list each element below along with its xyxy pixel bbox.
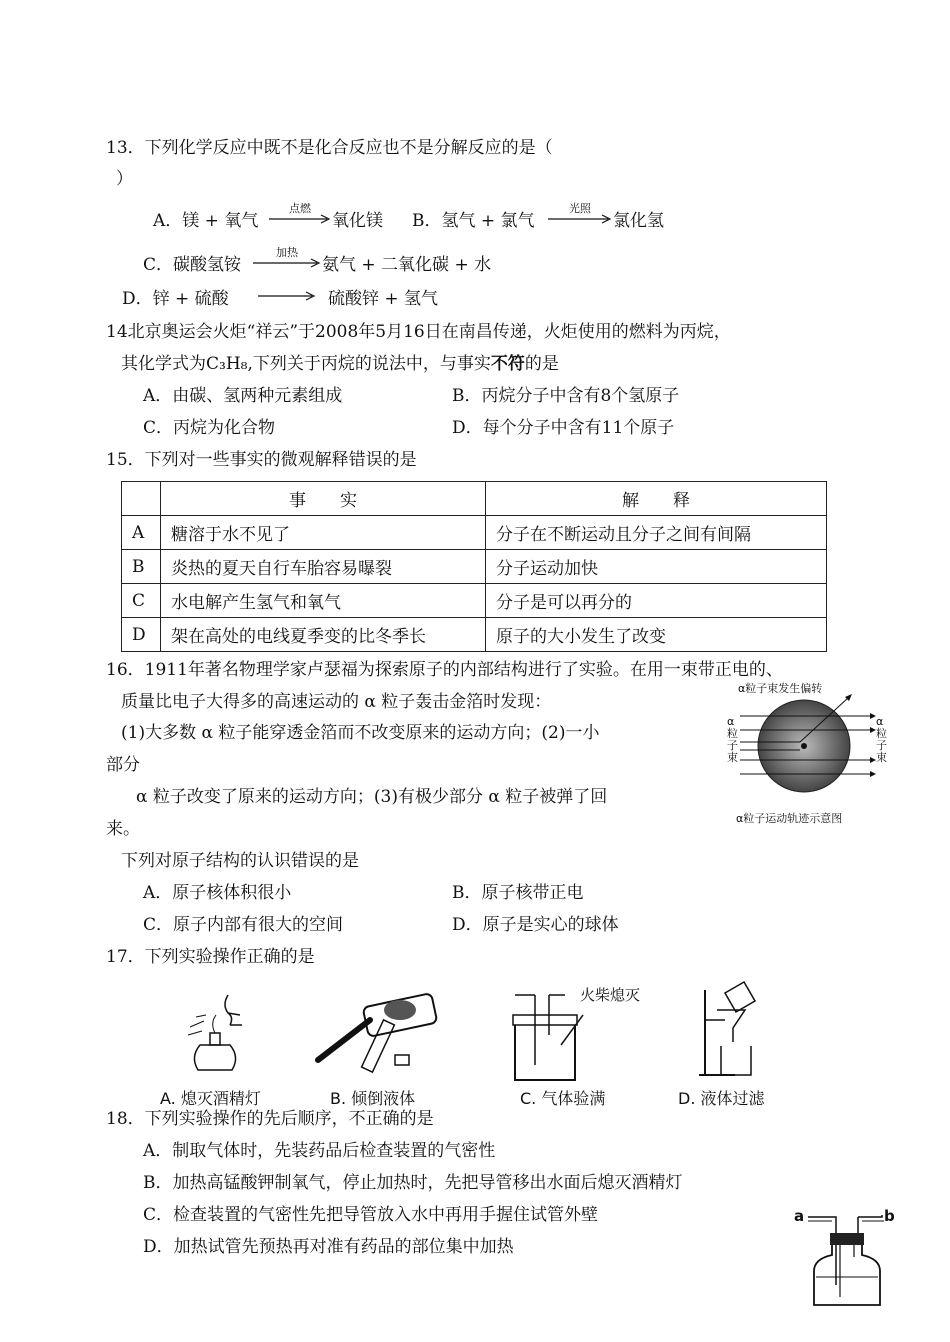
q14-stem-part2: 的是 [524,354,559,374]
atom-diagram-icon [724,680,894,810]
reaction-arrow-icon [269,214,331,224]
table-cell: 分子在不断运动且分子之间有间隔 [486,516,827,550]
q14-option-a: A．由碳、氢两种元素组成 [143,386,343,406]
q13-stem-close: ） [116,169,133,189]
reaction-arrow-icon [253,258,321,268]
pouring-liquid-icon [310,980,450,1080]
alcohol-lamp-icon [170,985,290,1080]
q13-a-arrow [269,204,331,226]
q16-line4: 部分 [106,755,140,775]
q16-line6: 来。 [106,819,140,839]
q13-option-a: A．镁 + 氧气 [153,211,259,231]
table-cell: D [122,618,161,652]
q18-stem: 18．下列实验操作的先后顺序，不正确的是 [106,1109,434,1129]
table-cell: B [122,550,161,584]
q13-option-d: D．锌 + 硫酸 [122,289,229,309]
q18-option-b: B．加热高锰酸钾制氧气，停止加热时，先把导管移出水面后熄灭酒精灯 [143,1173,683,1193]
table-row [122,516,827,550]
q18-option-d: D．加热试管先预热再对准有药品的部位集中加热 [143,1237,514,1257]
q13-a-condition: 点燃 [289,202,311,215]
table-header-cell [122,482,161,516]
figure-top-label: α粒子束发生偏转 [738,682,823,695]
figure-caption: α粒子运动轨迹示意图 [736,812,843,825]
q16-option-a: A．原子核体积很小 [143,883,292,903]
q16-line2: 质量比电子大得多的高速运动的 α 粒子轰击金箔时发现： [121,692,552,712]
q14-stem-part1: 其化学式为C₃H₈,下列关于丙烷的说法中，与事实 [121,354,491,374]
gas-bottle-icon [792,1205,902,1310]
table-header-cell: 解 释 [486,482,827,516]
q13-a-product: 氧化镁 [332,211,383,231]
reaction-arrow-icon [258,291,316,301]
q16-option-c: C．原子内部有很大的空间 [143,915,344,935]
table-cell: C [122,584,161,618]
figure-label-a: a [794,1207,805,1225]
q14-option-d: D．每个分子中含有11个原子 [452,418,675,438]
table-cell: A [122,516,161,550]
q17-figure [160,980,780,1110]
reaction-arrow-icon [548,214,612,224]
q16-line5: α 粒子改变了原来的运动方向；(3)有极少部分 α 粒子被弹了回 [136,787,608,807]
q14-stem-line1: 14北京奥运会火炬“祥云”于2008年5月16日在南昌传递，火炬使用的燃料为丙烷， [106,322,731,342]
q13-option-b: B．氢气 + 氯气 [412,211,535,231]
table-cell: 架在高处的电线夏季变的比冬季长 [161,618,486,652]
table-header-cell: 事 实 [161,482,486,516]
q17-option-d: D. 液体过滤 [678,1089,765,1108]
gas-washing-bottle-figure [792,1205,902,1310]
q13-c-arrow [253,248,321,270]
figure-label-b: b [884,1207,895,1225]
figure-left-label: α粒子束 [727,715,738,764]
table-cell: 分子运动加快 [486,550,827,584]
q13-option-c: C．碳酸氢铵 [143,255,242,275]
q16-option-d: D．原子是实心的球体 [452,915,619,935]
q13-c-product: 氨气 + 二氧化碳 + 水 [322,255,492,275]
q17-c-note: 火柴熄灭 [580,986,641,1004]
q13-stem: 13．下列化学反应中既不是化合反应也不是分解反应的是（ [106,138,553,158]
q15-table [121,481,827,652]
q16-line3: (1)大多数 α 粒子能穿透金箔而不改变原来的运动方向；(2)一小 [121,723,600,743]
q16-line1: 16．1911年著名物理学家卢瑟福为探索原子的内部结构进行了实验。在用一束带正电的、 [106,660,783,680]
q14-stem-line2 [121,353,559,375]
table-row [122,618,827,652]
q17-option-a: A. 熄灭酒精灯 [160,1089,261,1108]
table-cell: 分子是可以再分的 [486,584,827,618]
q14-option-b: B．丙烷分子中含有8个氢原子 [452,386,680,406]
q13-b-arrow [548,204,612,226]
table-row [122,584,827,618]
q14-emphasis: 不符 [490,354,525,374]
q16-line7: 下列对原子结构的认识错误的是 [121,851,359,871]
q18-option-c: C．检查装置的气密性先把导管放入水中再用手握住试管外壁 [143,1205,599,1225]
figure-right-label: α粒子束 [876,715,887,764]
q16-option-b: B．原子核带正电 [452,883,584,903]
table-row [122,550,827,584]
table-cell: 糖溶于水不见了 [161,516,486,550]
q13-b-product: 氯化氢 [613,211,664,231]
q13-b-condition: 光照 [569,202,591,215]
q13-d-product: 硫酸锌 + 氢气 [328,289,439,309]
q14-option-c: C．丙烷为化合物 [143,418,276,438]
q13-c-condition: 加热 [276,246,298,259]
table-cell: 水电解产生氢气和氧气 [161,584,486,618]
table-header-row [122,482,827,516]
table-cell: 原子的大小发生了改变 [486,618,827,652]
filtration-icon [695,980,775,1080]
q17-option-b: B. 倾倒液体 [330,1089,416,1108]
alpha-scattering-figure [724,680,894,830]
q18-option-a: A．制取气体时，先装药品后检查装置的气密性 [143,1141,496,1161]
q15-stem: 15．下列对一些事实的微观解释错误的是 [106,450,417,470]
table-cell: 炎热的夏天自行车胎容易曝裂 [161,550,486,584]
q17-stem: 17．下列实验操作正确的是 [106,947,315,967]
q17-option-c: C. 气体验满 [520,1089,606,1108]
